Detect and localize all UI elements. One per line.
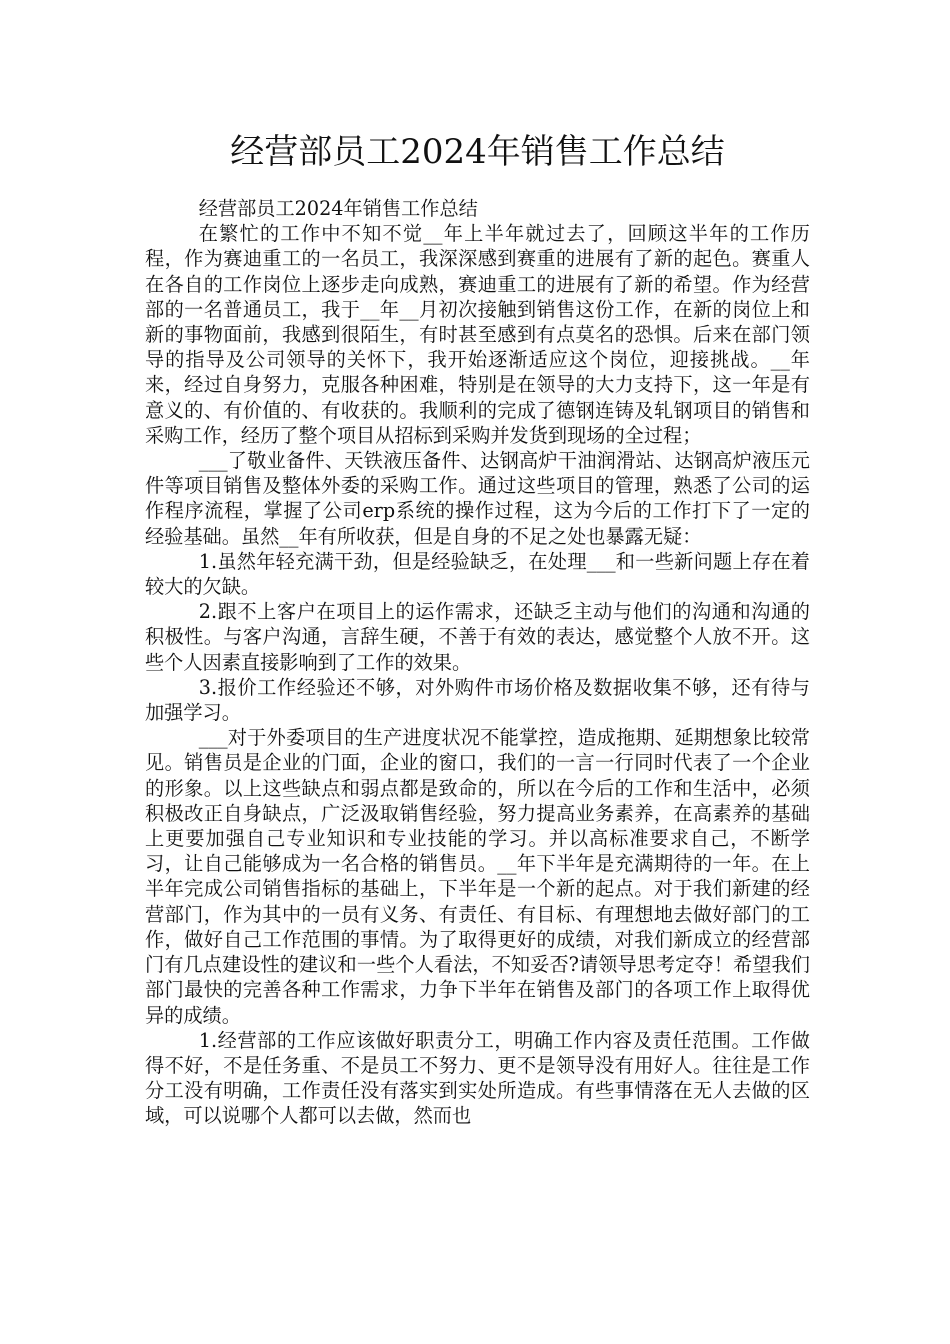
document-body bbox=[145, 196, 810, 1129]
document-page bbox=[145, 128, 810, 1129]
paragraph-shortcoming-2: 2.跟不上客户在项目上的运作需求，还缺乏主动与他们的沟通和沟通的积极性。与客户沟通，言辞生硬，不善于有效的表达，感觉整个人放不开。这些个人因素直接影响到了工作的效果。 bbox=[145, 600, 810, 674]
paragraph-work-summary: ___了敬业备件、天铁液压备件、达钢高炉干油润滑站、达钢高炉液压元件等项目销售及整体外委的采购工作。通过这些项目的管理，熟悉了公司的运作程序流程，掌握了公司erp系统的操作过程，这为今后的工作打下了一定的经验基础。虽然__年有所收获，但是自身的不足之处也暴露无疑： bbox=[145, 449, 810, 548]
document-title: 经营部员工2024年销售工作总结 bbox=[230, 132, 725, 172]
paragraph-subtitle: 经营部员工2024年销售工作总结 bbox=[198, 197, 478, 220]
paragraph-shortcoming-1: 1.虽然年轻充满干劲，但是经验缺乏，在处理___和一些新问题上存在着较大的欠缺。 bbox=[145, 549, 810, 599]
paragraph-shortcoming-3: 3.报价工作经验还不够，对外购件市场价格及数据收集不够，还有待与加强学习。 bbox=[145, 675, 810, 725]
paragraph-intro: 在繁忙的工作中不知不觉__年上半年就过去了，回顾这半年的工作历程，作为赛迪重工的一名员工，我深深感到赛重的进展有了新的起色。赛重人在各自的工作岗位上逐步走向成熟，赛迪重工的进展有了新的希望。作为经营部的一名普通员工，我于__年__月初次接触到销售这份工作，在新的岗位上和新的事物面前，我感到很陌生，有时甚至感到有点莫名的恐惧。后来在部门领导的指导及公司领导的关怀下，我开始逐渐适应这个岗位，迎接挑战。__年来，经过自身努力，克服各种困难，特别是在领导的大力支持下，这一年是有意义的、有价值的、有收获的。我顺利的完成了德钢连铸及轧钢项目的销售和采购工作，经历了整个项目从招标到采购并发货到现场的全过程； bbox=[145, 222, 810, 447]
paragraph-suggestion-1: 1.经营部的工作应该做好职责分工，明确工作内容及责任范围。工作做得不好，不是任务重、不是员工不努力、更不是领导没有用好人。往往是工作分工没有明确，工作责任没有落实到实处所造成。有些事情落在无人去做的区域，可以说哪个人都可以去做，然而也 bbox=[145, 1028, 810, 1128]
paragraph-outlook: ___对于外委项目的生产进度状况不能掌控，造成拖期、延期想象比较常见。销售员是企业的门面，企业的窗口，我们的一言一行同时代表了一个企业的形象。以上这些缺点和弱点都是致命的，所以在今后的工作和生活中，必须积极改正自身缺点，广泛汲取销售经验，努力提高业务素养，在高素养的基础上更要加强自己专业知识和专业技能的学习。并以高标准要求自己，不断学习，让自己能够成为一名合格的销售员。__年下半年是充满期待的一年。在上半年完成公司销售指标的基础上，下半年是一个新的起点。对于我们新建的经营部门，作为其中的一员有义务、有责任、有目标、有理想地去做好部门的工作，做好自己工作范围的事情。为了取得更好的成绩，对我们新成立的经营部门有几点建设性的建议和一些个人看法，不知妥否?请领导思考定夺！希望我们部门最快的完善各种工作需求，力争下半年在销售及部门的各项工作上取得优异的成绩。 bbox=[145, 726, 810, 1027]
